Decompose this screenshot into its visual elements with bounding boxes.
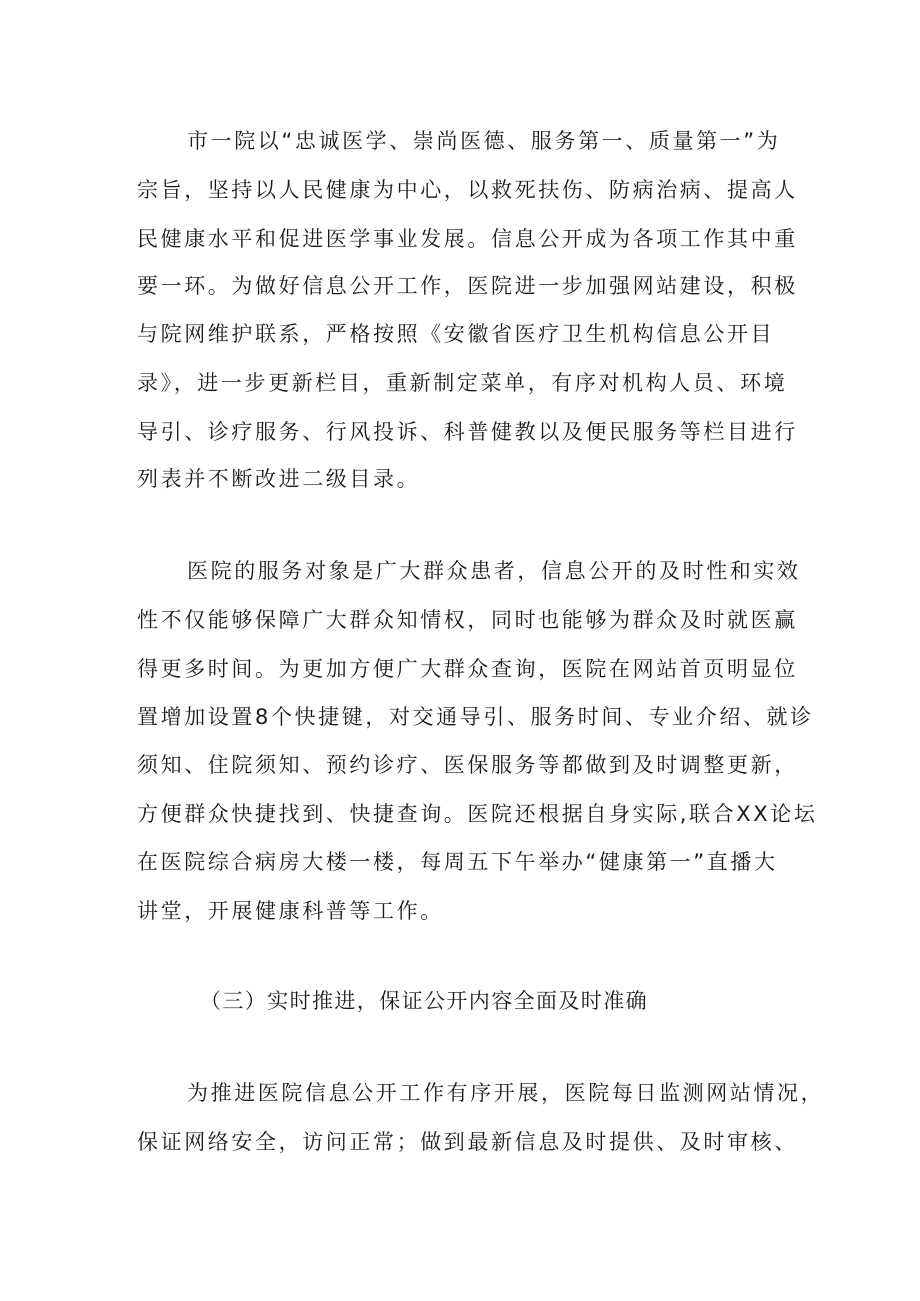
paragraph-1-line-4: 要一环。为做好信息公开工作，医院进一步加强网站建设，积极	[137, 274, 798, 298]
paragraph-1-line-3: 民健康水平和促进医学事业发展。信息公开成为各项工作其中重	[137, 227, 798, 251]
paragraph-2-line-5: 须知、住院须知、预约诊疗、医保服务等都做到及时调整更新，	[137, 753, 798, 777]
paragraph-3-line-2: 保证网络安全，访问正常；做到最新信息及时提供、及时审核、	[137, 1130, 798, 1154]
section-heading: （三）实时推进，保证公开内容全面及时准确	[200, 989, 648, 1013]
paragraph-2-line-1: 医院的服务对象是广大群众患者，信息公开的及时性和实效	[187, 559, 801, 583]
paragraph-1-line-8: 列表并不断改进二级目录。	[137, 467, 421, 491]
paragraph-2-line-3: 得更多时间。为更加方便广大群众查询，医院在网站首页明显位	[137, 657, 798, 681]
paragraph-2-line-6: 方便群众快捷找到、快捷查询。医院还根据自身实际,联合XX论坛	[137, 802, 818, 826]
paragraph-2-line-8: 讲堂，开展健康科普等工作。	[137, 899, 444, 923]
paragraph-2-line-7: 在医院综合病房大楼一楼，每周五下午举办“健康第一”直播大	[137, 850, 778, 874]
paragraph-1-line-2: 宗旨，坚持以人民健康为中心，以救死扶伤、防病治病、提高人	[137, 178, 798, 202]
paragraph-2-line-2: 性不仅能够保障广大群众知情权，同时也能够为群众及时就医赢	[137, 608, 798, 632]
paragraph-1-line-7: 导引、诊疗服务、行风投诉、科普健教以及便民服务等栏目进行	[137, 420, 798, 444]
paragraph-1-line-6: 录》，进一步更新栏目，重新制定菜单，有序对机构人员、环境	[137, 371, 788, 395]
paragraph-2-line-4: 置增加设置8个快捷键，对交通导引、服务时间、专业介绍、就诊	[137, 705, 814, 729]
paragraph-3-line-1: 为推进医院信息公开工作有序开展，医院每日监测网站情况，	[187, 1081, 825, 1105]
paragraph-1-line-1: 市一院以“忠诚医学、崇尚医德、服务第一、质量第一”为	[187, 129, 781, 153]
paragraph-1-line-5: 与院网维护联系，严格按照《安徽省医疗卫生机构信息公开目	[137, 322, 775, 346]
